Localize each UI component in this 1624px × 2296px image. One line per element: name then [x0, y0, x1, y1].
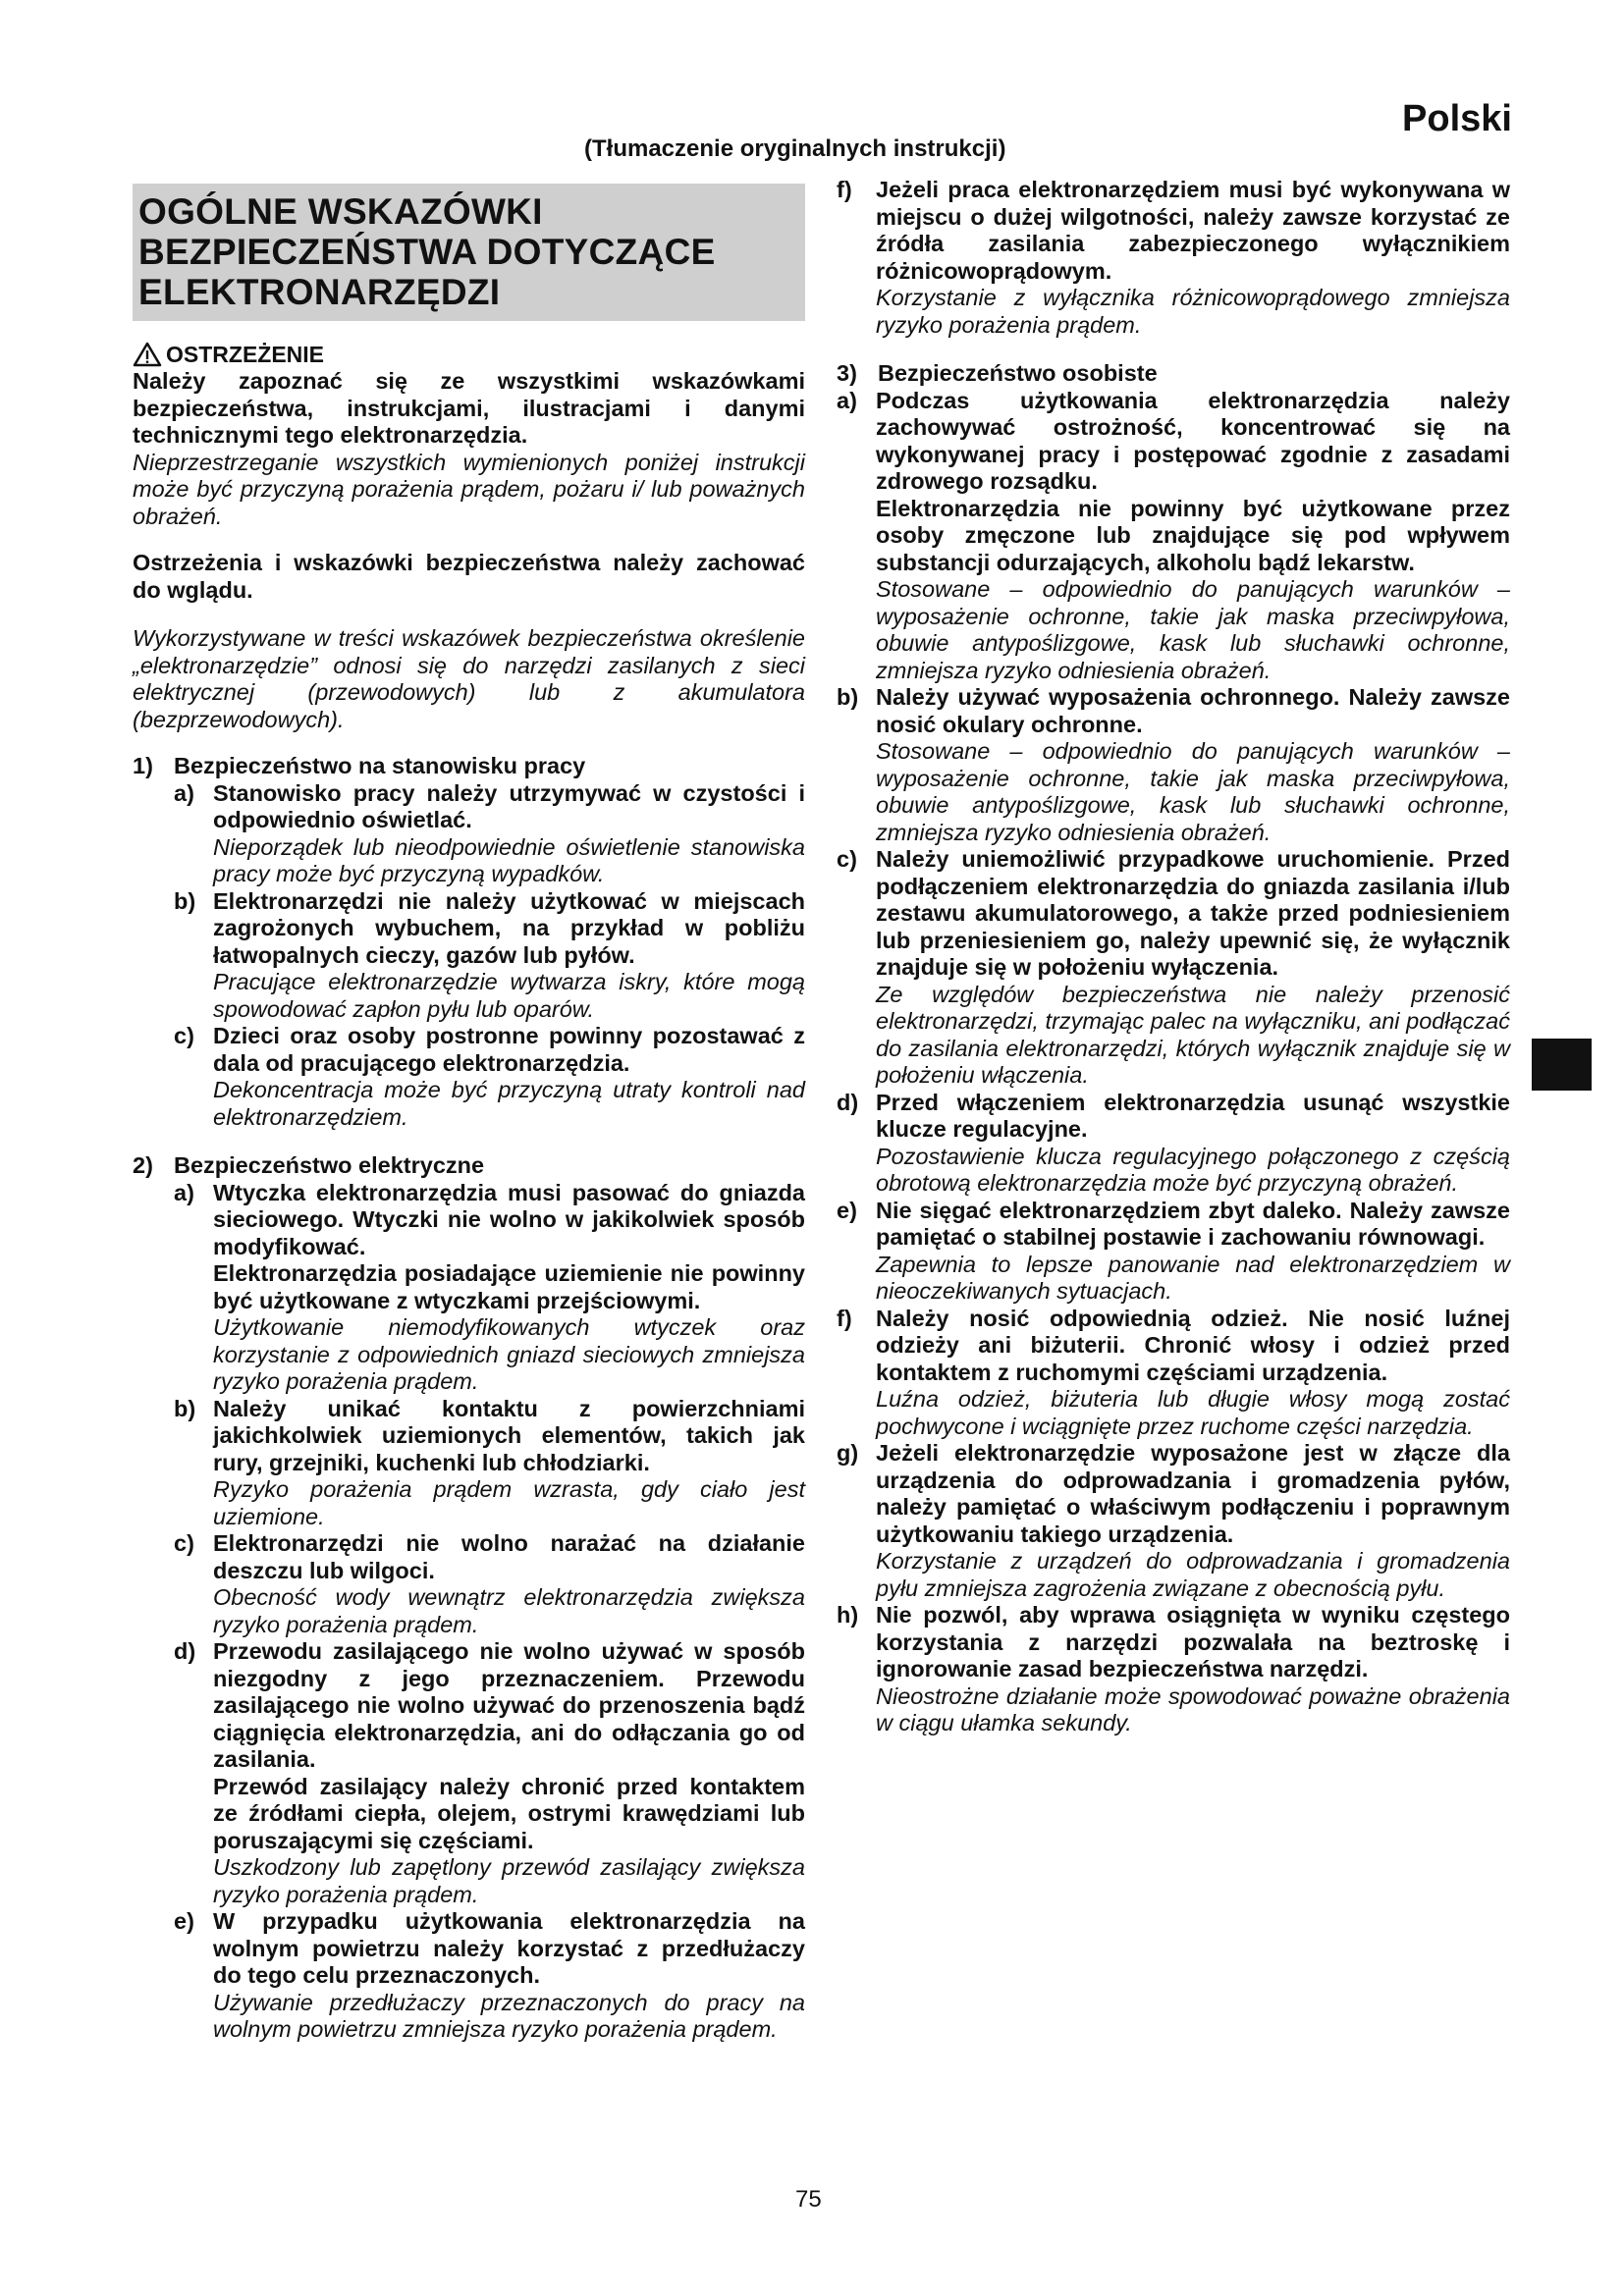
item-bold-2: Przewód zasilający należy chronić przed kontaktem ze źródłami ciepła, olejem, ostrymi krawędziami lub poruszającymi się częściami.	[213, 1773, 805, 1853]
section-number: 3)	[837, 360, 857, 386]
list-item	[174, 1638, 805, 1908]
item-bold: Elektronarzędzi nie wolno narażać na działanie deszczu lub wilgoci.	[213, 1530, 805, 1583]
warning-label: OSTRZEŻENIE	[166, 342, 325, 367]
item-italic: Pracujące elektronarzędzie wytwarza iskry, które mogą spowodować zapłon pyłu lub oparów.	[213, 969, 805, 1022]
item-bold-2: Elektronarzędzia posiadające uziemienie nie powinny być użytkowane z wtyczkami przejściowymi.	[213, 1260, 805, 1313]
item-bold: Przewodu zasilającego nie wolno używać w sposób niezgodny z jego przeznaczeniem. Przewodu zasilającego nie wolno używać do przenoszenia bądź ciągnięcia elektronarzędzia, ani do odłączania go od zasilania.	[213, 1638, 805, 1772]
section-number: 2)	[133, 1152, 153, 1178]
item-letter: c)	[174, 1023, 194, 1048]
section-number: 1)	[133, 753, 153, 778]
item-bold: Nie pozwól, aby wprawa osiągnięta w wyniku częstego korzystania z narzędzi pozwalała na beztroskę i ignorowanie zasad bezpieczeństwa narzędzi.	[876, 1602, 1510, 1682]
page-number: 75	[795, 2186, 822, 2213]
item-italic: Zapewnia to lepsze panowanie nad elektronarzędziem w nieoczekiwanych sytuacjach.	[876, 1251, 1510, 1304]
list-item	[174, 888, 805, 1024]
item-letter: b)	[837, 684, 859, 710]
item-italic: Ryzyko porażenia prądem wzrasta, gdy ciało jest uziemione.	[213, 1476, 805, 1529]
language-side-tab	[1532, 1039, 1592, 1091]
item-italic: Nieostrożne działanie może spowodować poważne obrażenia w ciągu ułamka sekundy.	[876, 1682, 1510, 1735]
item-bold: Należy unikać kontaktu z powierzchniami jakichkolwiek uziemionych elementów, takich jak rury, grzejniki, kuchenki lub chłodziarki.	[213, 1395, 805, 1475]
item-italic: Luźna odzież, biżuteria lub długie włosy mogą zostać pochwycone i wciągnięte przez ruchome części narzędzia.	[876, 1386, 1510, 1439]
item-italic: Używanie przedłużaczy przeznaczonych do pracy na wolnym powietrzu zmniejsza ryzyko porażenia prądem.	[213, 1989, 805, 2042]
item-italic: Korzystanie z urządzeń do odprowadzania i gromadzenia pyłu zmniejsza zagrożenia związane z obecnością pyłu.	[876, 1548, 1510, 1601]
item-letter: a)	[174, 1179, 194, 1205]
warning-italic-text: Nieprzestrzeganie wszystkich wymienionych poniżej instrukcji może być przyczyną porażenia prądem, pożaru i/ lub poważnych obrażeń.	[133, 449, 805, 529]
section-1	[133, 753, 805, 780]
item-bold: Jeżeli praca elektronarzędziem musi być wykonywana w miejscu o dużej wilgotności, należy zawsze korzystać ze źródła zasilania zabezpieczonego wyłącznikiem różnicowoprądowym.	[876, 177, 1510, 284]
list-item	[837, 846, 1510, 1090]
left-column	[133, 184, 805, 2044]
item-bold: Przed włączeniem elektronarzędzia usunąć wszystkie klucze regulacyjne.	[876, 1089, 1510, 1142]
section-3	[837, 360, 1510, 388]
item-italic: Korzystanie z wyłącznika różnicowoprądowego zmniejsza ryzyko porażenia prądem.	[876, 285, 1510, 338]
item-bold: Podczas użytkowania elektronarzędzia należy zachowywać ostrożność, koncentrować się na wykonywanej pracy i postępować zgodnie z zasadami zdrowego rozsądku.	[876, 387, 1510, 494]
item-italic: Pozostawienie klucza regulacyjnego połączonego z częścią obrotową elektronarzędzia może być przyczyną obrażeń.	[876, 1143, 1510, 1196]
list-item	[837, 1440, 1510, 1602]
list-item	[837, 1602, 1510, 1737]
item-letter: f)	[837, 177, 852, 202]
item-letter: a)	[837, 387, 857, 413]
list-item	[174, 1180, 805, 1396]
item-bold: Należy używać wyposażenia ochronnego. Należy zawsze nosić okulary ochronne.	[876, 684, 1510, 737]
section-title: Bezpieczeństwo na stanowisku pracy	[174, 753, 586, 778]
list-item	[837, 388, 1510, 685]
warning-keep-text: Ostrzeżenia i wskazówki bezpieczeństwa należy zachować do wglądu.	[133, 550, 805, 603]
section-2-items	[174, 1180, 805, 2044]
item-bold: Stanowisko pracy należy utrzymywać w czystości i odpowiednio oświetlać.	[213, 779, 805, 832]
item-bold: W przypadku użytkowania elektronarzędzia na wolnym powietrzu należy korzystać z przedłużaczy do tego celu przeznaczonych.	[213, 1908, 805, 1988]
section-title-box	[133, 184, 805, 321]
item-bold: Należy uniemożliwić przypadkowe uruchomienie. Przed podłączeniem elektronarzędzia do gniazda zasilania i/lub zestawu akumulatorowego, a także przed podniesieniem lub przeniesieniem go, należy upewnić się, że wyłącznik znajduje się w położeniu wyłączenia.	[876, 846, 1510, 980]
list-item	[174, 1023, 805, 1131]
definition-text: Wykorzystywane w treści wskazówek bezpieczeństwa określenie „elektronarzędzie” odnosi się do narzędzi zasilanych z sieci elektrycznej (przewodowych) lub z akumulatora (bezprzewodowych).	[133, 625, 805, 732]
item-letter: c)	[174, 1530, 194, 1556]
item-bold: Należy nosić odpowiednią odzież. Nie nosić luźnej odzieży ani biżuterii. Chronić włosy i odzież przed kontaktem z ruchomymi częściami urządzenia.	[876, 1305, 1510, 1385]
warning-triangle-icon	[133, 342, 162, 367]
item-letter: d)	[837, 1089, 859, 1115]
item-italic: Ze względów bezpieczeństwa nie należy przenosić elektronarzędzi, trzymając palec na wyłączniku, ani podłączać do zasilania elektronarzędzi, których wyłącznik znajduje się w położeniu włączenia.	[876, 981, 1510, 1088]
warning-bold-text: Należy zapoznać się ze wszystkimi wskazówkami bezpieczeństwa, instrukcjami, ilustracjami i danymi technicznymi tego elektronarzędzia.	[133, 368, 805, 448]
item-bold: Wtyczka elektronarzędzia musi pasować do gniazda sieciowego. Wtyczki nie wolno w jakikolwiek sposób modyfikować.	[213, 1179, 805, 1259]
item-letter: d)	[174, 1638, 196, 1664]
section-1-items	[174, 780, 805, 1132]
item-letter: a)	[174, 779, 194, 806]
list-item	[174, 1530, 805, 1638]
list-item	[837, 1306, 1510, 1441]
list-item	[174, 1908, 805, 2044]
item-italic: Uszkodzony lub zapętlony przewód zasilający zwiększa ryzyko porażenia prądem.	[213, 1854, 805, 1907]
item-letter: c)	[837, 846, 857, 872]
title-line-2: BEZPIECZEŃSTWA DOTYCZĄCE	[138, 232, 716, 272]
list-item	[837, 177, 1510, 339]
item-italic: Nieporządek lub nieodpowiednie oświetlenie stanowiska pracy może być przyczyną wypadków.	[213, 833, 805, 886]
item-letter: b)	[174, 887, 196, 914]
item-bold: Nie sięgać elektronarzędziem zbyt daleko. Należy zawsze pamiętać o stabilnej postawie i zachowaniu równowagi.	[876, 1197, 1510, 1250]
title-line-1: OGÓLNE WSKAZÓWKI	[138, 191, 543, 232]
list-item	[837, 1198, 1510, 1306]
item-bold-2: Elektronarzędzia nie powinny być użytkowane przez osoby zmęczone lub znajdujące się pod wpływem substancji odurzających, alkoholu bądź lekarstw.	[876, 495, 1510, 575]
section-2	[133, 1152, 805, 1180]
item-italic: Użytkowanie niemodyfikowanych wtyczek oraz korzystanie z odpowiednich gniazd sieciowych zmniejsza ryzyko porażenia prądem.	[213, 1314, 805, 1394]
language-label: Polski	[1402, 98, 1512, 139]
translation-note: (Tłumaczenie oryginalnych instrukcji)	[584, 135, 1006, 162]
title-line-3: ELEKTRONARZĘDZI	[138, 272, 501, 312]
right-column	[837, 177, 1510, 1737]
item-letter: e)	[174, 1908, 194, 1934]
item-letter: e)	[837, 1197, 857, 1223]
item-italic: Dekoncentracja może być przyczyną utraty kontroli nad elektronarzędziem.	[213, 1077, 805, 1130]
item-italic: Stosowane – odpowiednio do panujących warunków – wyposażenie ochronne, takie jak maska przeciwpyłowa, obuwie antypoślizgowe, kask lub słuchawki ochronne, zmniejsza ryzyko odniesienia obrażeń.	[876, 738, 1510, 845]
list-item	[837, 1090, 1510, 1198]
item-bold: Dzieci oraz osoby postronne powinny pozostawać z dala od pracującego elektronarzędzia.	[213, 1023, 805, 1076]
item-bold: Jeżeli elektronarzędzie wyposażone jest w złącze dla urządzenia do odprowadzania i gromadzenia pyłów, należy pamiętać o właściwym podłączeniu i poprawnym użytkowaniu takiego urządzenia.	[876, 1440, 1510, 1547]
item-letter: f)	[837, 1305, 852, 1331]
list-item	[174, 1396, 805, 1531]
warning-heading	[133, 341, 805, 368]
list-item	[174, 780, 805, 888]
item-italic: Stosowane – odpowiednio do panujących warunków – wyposażenie ochronne, takie jak maska przeciwpyłowa, obuwie antypoślizgowe, kask lub słuchawki ochronne, zmniejsza ryzyko odniesienia obrażeń.	[876, 576, 1510, 683]
section-title: Bezpieczeństwo elektryczne	[174, 1152, 485, 1178]
item-bold: Elektronarzędzi nie należy użytkować w miejscach zagrożonych wybuchem, na przykład w pobliżu łatwopalnych cieczy, gazów lub pyłów.	[213, 887, 805, 968]
item-letter: b)	[174, 1395, 196, 1421]
item-letter: h)	[837, 1602, 859, 1628]
list-item	[837, 684, 1510, 846]
item-letter: g)	[837, 1440, 859, 1466]
section-title: Bezpieczeństwo osobiste	[878, 360, 1158, 386]
item-italic: Obecność wody wewnątrz elektronarzędzia zwiększa ryzyko porażenia prądem.	[213, 1584, 805, 1637]
